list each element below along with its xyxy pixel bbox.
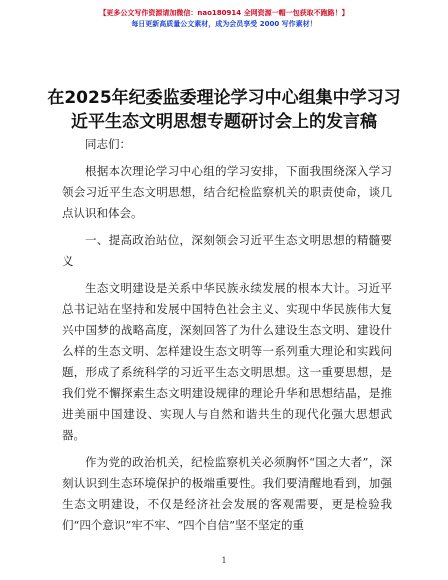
document-body [62,134,392,542]
paragraph: 根据本次理论学习中心组的学习安排，下面我围绕深入学习领会习近平生态文明思想，结合纪检监察机关的职责使命，谈几点认识和体会。 [62,164,392,220]
paragraph: 生态文明建设是关系中华民族永续发展的根本大计。习近平总书记站在坚持和发展中国特色社会主义、实现中华民族伟大复兴中国梦的战略高度，深刻回答了为什么建设生态文明、建设什么样的生态文明、怎样建设生态文明等一系列重大理论和实践问题，形成了系统科学的习近平生态文明思想。这一重要思想，是我们党不懈探索生态文明建设规律的理论升华和思想结晶，是推进美丽中国建设、实现人与自然和谐共生的现代化强大思想武器。 [62,281,392,442]
promo-line-1: 【更多公文写作资源请加微信：nao180914 全网资源一帽一包获取不跑路！】 [99,9,349,17]
promo-line-2: 每日更新高质量公文素材，成为会员享受 2000 写作素材！ [131,20,317,28]
title-line-1: 在2025年纪委监委理论学习中心组集中学习习 [47,88,401,108]
paragraph: 作为党的政治机关，纪检监察机关必须胸怀“国之大者”，深刻认识到生态环境保护的极端重要性。我们要清醒地看到，加强生态文明建设，不仅是经济社会发展的客观需要，更是检验我们“四个意识”牢不牢、“四个自信”坚不坚定的重 [62,455,392,532]
section-heading: 一、提高政治站位，深刻领会习近平生态文明思想的精髓要义 [62,233,392,268]
document-title [0,86,448,134]
title-line-2: 近平生态文明思想专题研讨会上的发言稿 [71,112,377,132]
page-number: 1 [221,556,227,565]
greeting: 同志们： [85,137,131,151]
promo-banner [0,8,448,30]
